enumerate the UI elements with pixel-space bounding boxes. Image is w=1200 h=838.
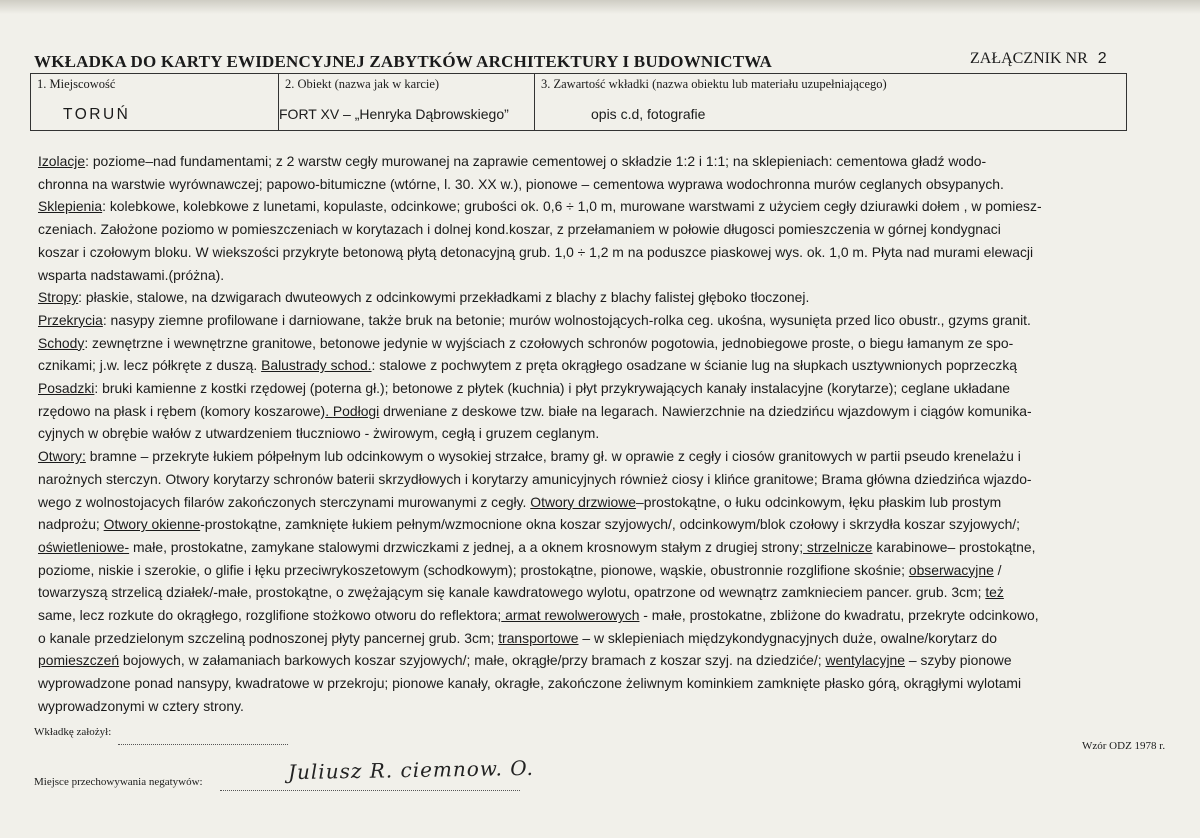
form-template-note: Wzór ODZ 1978 r. [1082,740,1166,752]
text-line: rzędowo na płask i rębem (komory koszarowe). Podłogi drweniane z deskowe tzw. białe na legarach. Nawierzchnie na dziedzińcu wjazdowym i ciągów komunika- [38,402,1032,419]
line-text: wego z wolnostojacych filarów zakończonych sterczynami murowanymi z cegły. [38,493,531,510]
form-title: WKŁADKA DO KARTY EWIDENCYJNEJ ZABYTKÓW ARCHITEKTURY I BUDOWNICTWA [34,52,773,71]
handwritten-signature: Juliusz R. ciemnow. O. [287,755,535,785]
content-label: 3. Zawartość wkładki (nazwa obiektu lub materiału uzupełniającego) [541,77,887,91]
text-line [38,286,1128,309]
line-text: towarzyszą strzelicą działek/-małe, prostokątne, o zwężającym się kanale kawdratowego wylotu, opatrzone od wewnątrz zamknieciem pancer. grub. 3cm; [38,584,986,601]
line-text: : poziome–nad fundamentami; z 2 warstw cegły murowanej na zaprawie cementowej o składzie 1:2 i 1:1; na sklepieniach: cementowa gładź wodo- [85,153,987,169]
place-dotted-line [220,790,520,791]
text-line [38,513,1128,536]
text-line: narożnych sterczyn. Otwory korytarzy schronów baterii skrzydłowych i korytarzy amunicyjnych również ciosy i klińce granitowe; Brama główna dziedzińca wjazdo- [38,470,1032,487]
section-heading: Otwory: [38,448,86,465]
text-line: czeniach. Założone poziomo w pomieszczeniach w korytazach i dolnej kond.koszar, z przełamaniem w połowie długosci pomieszczenia w górnej kondygnaci [38,221,1001,238]
text-line [38,536,1128,559]
object-cell [279,74,535,130]
line-text: o kanale przedzielonym szczeliną podnoszonej płyty pancernej grub. 3cm; [38,629,499,646]
paper-edge-shadow [0,0,1200,14]
line-text: : płaskie, stalowe, na dzwigarach dwuteowych z odcinkowymi przekładkami z blachy z blachy falistej głęboko tłoczonej. [78,289,810,306]
line-text: – szyby pionowe [905,652,1012,669]
annex-number: 2 [1097,50,1107,67]
text-line: wyprowadzonymi w cztery strony. [38,697,244,714]
annex-text: ZAŁĄCZNIK NR [970,50,1088,67]
text-line [38,581,1128,604]
text-line: wyprowadzone ponad nansypy, kwadratowe w przekroju; pionowe kanały, okragłe, zakończone żeliwnym kominkiem zamknięte płasko górą, okrągłymi wylotami [38,675,1022,692]
text-line [38,559,1128,582]
section-heading: Przekrycia [38,311,103,328]
line-text: : stalowe z pochwytem z pręta okrągłego osadzane w ścianie lug na słupkach usztywnionych poprzeczką [371,357,1018,374]
text-line [38,604,1128,627]
object-label: 2. Obiekt (nazwa jak w karcie) [285,77,440,91]
line-text: rzędowo na płask i rębem (komory koszarowe) [38,402,326,419]
negatives-place-label: Miejsce przechowywania negatywów: [34,776,203,788]
content-cell [535,74,1126,130]
line-text: małe, prostokatne, zamykane stalowymi drzwiczkami z jednej, a a oknem krosnowym stałym z drugiej strony; [129,538,804,555]
section-heading: Podłogi [332,402,380,419]
line-text: – w sklepieniach międzykondygnacyjnych duże, owalne/korytarz do [578,629,997,646]
line-text: : zewnętrzne i wewnętrzne granitowe, betonowe jedynie w wyjściach z czołowych schronów pogotowia, jednobiegowe proste, o biegu łamanym ze spo- [84,334,1014,351]
locality-label: 1. Miejscowość [37,77,116,91]
line-text: bramne – przekryte łukiem półpełnym lub odcinkowym o wysokiej strzałce, bramy gł. w oprawie z cegły i ciosów granitowych w partii pseudo krenelażu i [85,448,1021,465]
text-line [38,354,1128,377]
line-text: cznikami; j.w. lecz półkręte z duszą. [38,357,262,374]
section-heading: wentylacyjne [825,652,905,669]
text-line: cyjnych w obrębie wałów z utwardzeniem tłuczniowo - żwirowym, cegłą i gruzem ceglanym. [38,425,600,442]
line-text: –prostokątne, o łuku odcinkowym, łęku płaskim lub prostym [636,493,1002,510]
section-heading: Balustrady schod. [261,357,372,374]
text-line [38,195,1128,218]
text-line [38,377,1128,400]
line-text: : kolebkowe, kolebkowe z lunetami, kopulaste, odcinkowe; grubości ok. 0,6 ÷ 1,0 m, murowane warstwami z użyciem cegły dziurawki dołem , w pomiesz- [102,198,1042,215]
line-text: -prostokątne, zamknięte łukiem pełnym/wzmocnione okna koszar szyjowych/, odcinkowym/blok czołowy i skrzydła koszar szyjowych/; [200,516,1021,533]
section-heading: obserwacyjne [908,561,994,578]
line-text: : bruki kamienne z kostki rzędowej (poterna gł.); betonowe z płytek (kuchnia) i płyt przykrywających kanały instalacyjne (korytarze); ceglane układane [94,380,1011,397]
line-text: nadprożu; [38,516,104,533]
section-heading: Otwory drzwiowe [530,493,637,510]
text-line: wsparta nadstawami.(próżna). [38,266,225,283]
section-heading: Schody [38,334,85,351]
founder-dotted-line [118,744,288,745]
text-line [38,491,1128,514]
object-value: FORT XV – „Henryka Dąbrowskiego” [279,106,509,122]
section-heading: Izolacje [38,153,86,169]
line-text: same, lecz rozkute do okrągłego, rozglifione stożkowo otworu do reflektora; [38,607,502,624]
locality-value: TORUŃ [63,106,131,123]
section-heading: transportowe [498,629,579,646]
line-text: / [993,561,1002,578]
founder-label: Wkładkę założył: [34,726,112,738]
section-heading: Otwory okienne [103,516,201,533]
text-line [38,649,1128,672]
line-text: : nasypy ziemne profilowane i darniowane, także bruk na betonie; murów wolnostojących-rolka ceg. ukośna, wysunięta przed lico obustr., gzyms granit. [102,311,1031,328]
section-heading: pomieszczeń [38,652,120,669]
text-line [38,332,1128,355]
section-heading: armat rewolwerowych [501,607,640,624]
line-text: poziome, niskie i szerokie, o glifie i łęku przeciwrykoszetowym (schodkowym); prostokątne, pionowe, wąskie, obustronnie rozglifione skośnie; [38,561,909,578]
section-heading: Sklepienia [38,198,103,215]
text-line: chronna na warstwie wyrównawczej; papowo-bitumiczne (wtórne, l. 30. XX w.), pionowe – cementowa wyprawa wodochronna murów ceglanych obsypanych. [38,175,1004,192]
text-line [38,150,1128,173]
section-heading: oświetleniowe- [38,538,130,555]
annex-label [970,50,1107,68]
section-heading: Posadzki [38,380,95,397]
line-text: drweniane z deskowe tzw. białe na legarach. Nawierzchnie na dziedzińcu wjazdowym i ciągów komunika- [379,402,1032,419]
section-heading: Stropy [38,289,79,306]
line-text: karabinowe– prostokątne, [872,538,1036,555]
header-fields-box [30,73,1127,131]
text-line [38,309,1128,332]
text-line [38,627,1128,650]
line-text: - małe, prostokatne, zbliżone do kwadratu, przekryte odcinkowo, [639,607,1039,624]
section-heading: też [985,584,1004,601]
content-value: opis c.d, fotografie [591,106,706,122]
text-line: koszar i czołowym bloku. W wiekszości przykryte betonową płytą detonacyjną grub. 1,0 ÷ 1,2 m na poduszce piaskowej wys. ok. 1,0 m. Płyta nad murami elewacji [38,243,1034,260]
line-text: bojowych, w załamaniach barkowych koszar szyjowych/; małe, okrągłe/przy bramach z koszar szyj. na dziedziće/; [119,652,826,669]
text-line [38,445,1128,468]
description-text [38,150,1128,718]
section-heading: strzelnicze [803,538,873,555]
locality-cell [31,74,279,130]
